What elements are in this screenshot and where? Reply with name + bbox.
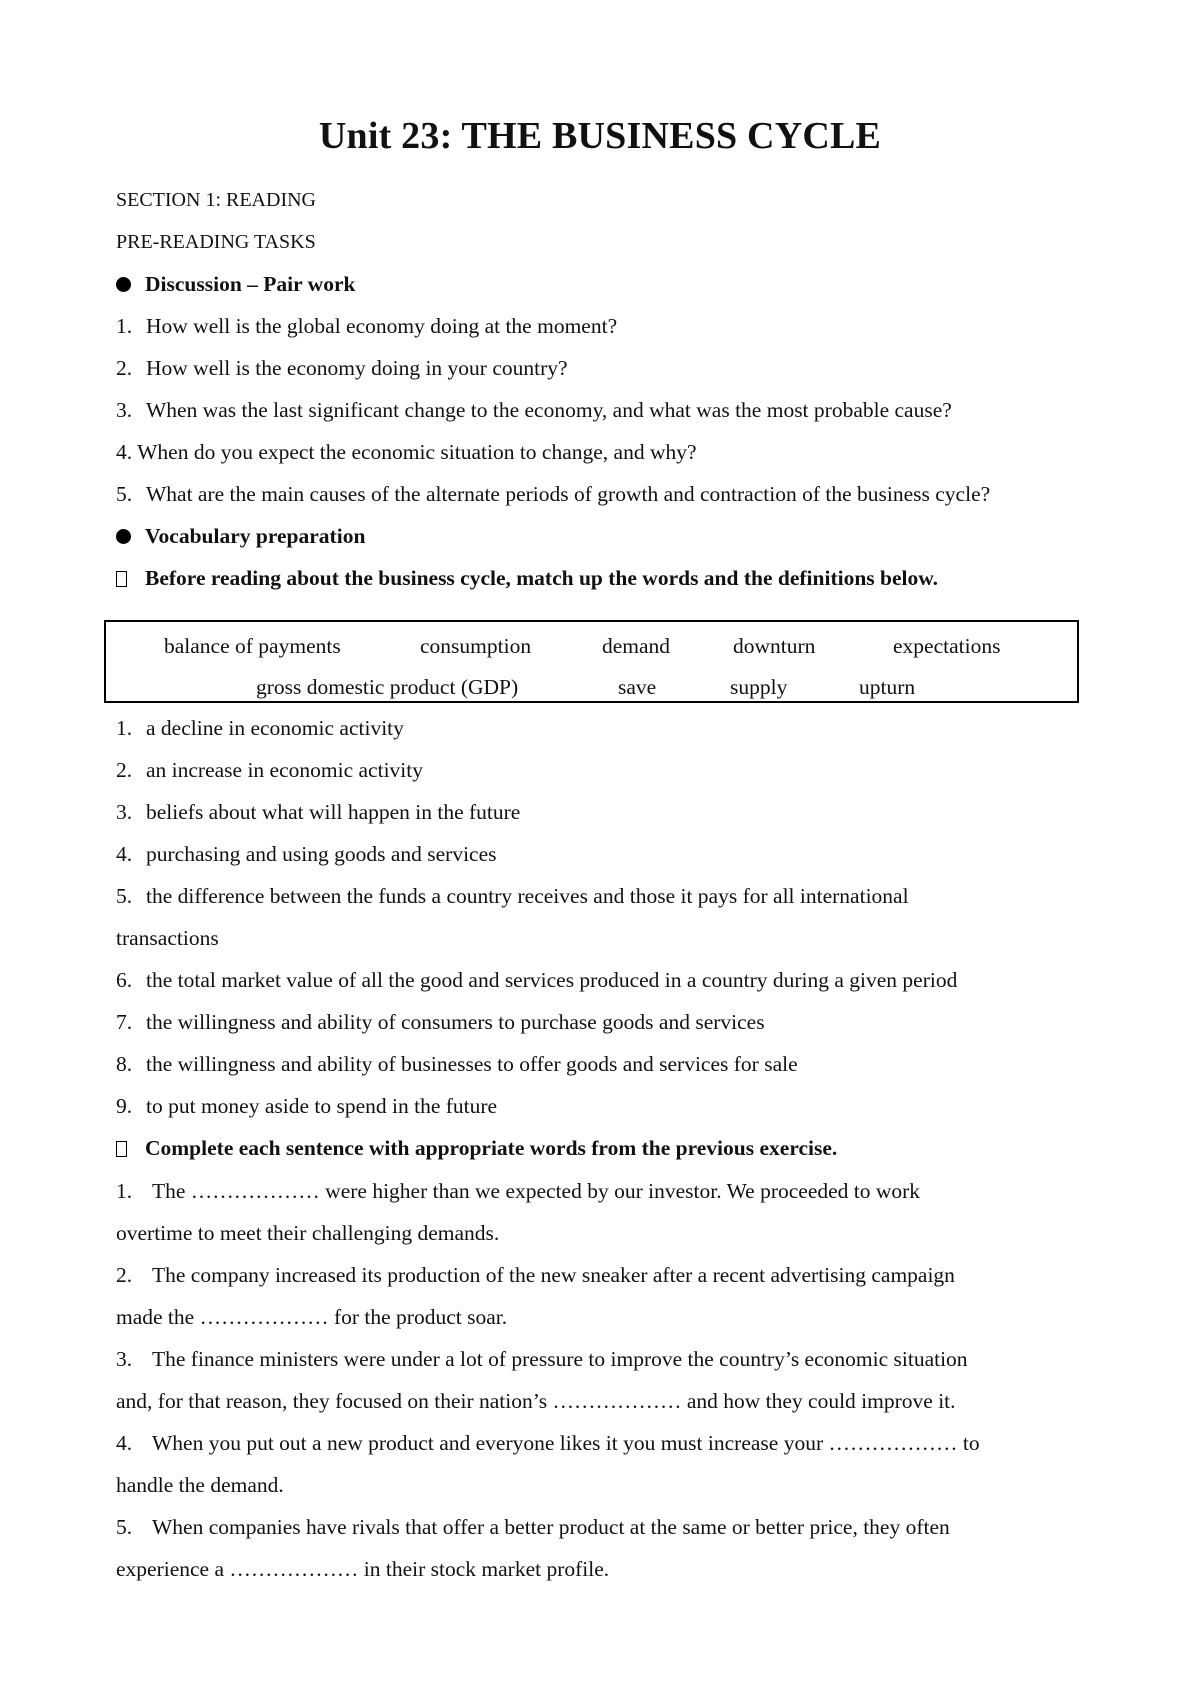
definition-number: 9. xyxy=(116,1094,133,1118)
word-bank-item: upturn xyxy=(859,675,916,699)
sentence-text: When companies have rivals that offer a better product at the same or better price, they often xyxy=(152,1515,950,1539)
question-number: 5. xyxy=(116,482,133,506)
sentence-item xyxy=(116,1513,950,1541)
word-bank xyxy=(104,620,1079,703)
word-bank-item: demand xyxy=(602,634,671,658)
complete-instruction-text: Complete each sentence with appropriate words from the previous exercise. xyxy=(145,1136,838,1160)
vocab-heading xyxy=(116,522,365,550)
discussion-question xyxy=(116,480,990,508)
vocab-instruction-text: Before reading about the business cycle, match up the words and the definitions below. xyxy=(145,566,938,590)
word-bank-item: balance of payments xyxy=(164,634,341,658)
definition-item xyxy=(116,1050,798,1078)
word-bank-item: save xyxy=(618,675,657,699)
definition-continuation: transactions xyxy=(116,926,219,950)
question-text: When do you expect the economic situation to change, and why? xyxy=(137,440,697,464)
sentence-text: The finance ministers were under a lot of pressure to improve the country’s economic situation xyxy=(152,1347,968,1371)
checkbox-icon xyxy=(116,1141,127,1157)
definition-text: a decline in economic activity xyxy=(146,716,404,740)
definition-number: 5. xyxy=(116,884,133,908)
sentence-number: 5. xyxy=(116,1515,133,1539)
sentence-continuation: handle the demand. xyxy=(116,1473,284,1497)
subsection-heading: PRE-READING TASKS xyxy=(116,231,316,253)
complete-instruction xyxy=(116,1134,837,1162)
sentence-number: 3. xyxy=(116,1347,133,1371)
sentence-continuation: overtime to meet their challenging demands. xyxy=(116,1221,500,1245)
definition-number: 4. xyxy=(116,842,133,866)
vocab-instruction xyxy=(116,564,938,592)
definition-text: an increase in economic activity xyxy=(146,758,423,782)
section-heading: SECTION 1: READING xyxy=(116,189,316,211)
sentence-text: The ……………… were higher than we expected by our investor. We proceeded to work xyxy=(152,1179,921,1203)
bullet-icon xyxy=(116,277,131,292)
sentence-continuation: experience a ……………… in their stock market profile. xyxy=(116,1557,610,1581)
discussion-question xyxy=(116,396,952,424)
checkbox-icon xyxy=(116,571,127,587)
definition-text: to put money aside to spend in the future xyxy=(146,1094,498,1118)
definition-number: 1. xyxy=(116,716,133,740)
definition-item xyxy=(116,1092,497,1120)
question-text: How well is the economy doing in your country? xyxy=(146,356,568,380)
question-text: When was the last significant change to the economy, and what was the most probable cause? xyxy=(146,398,952,422)
definition-text: beliefs about what will happen in the future xyxy=(146,800,521,824)
bullet-icon xyxy=(116,529,131,544)
definition-text: the willingness and ability of consumers to purchase goods and services xyxy=(146,1010,765,1034)
sentence-continuation: made the ……………… for the product soar. xyxy=(116,1305,508,1329)
definition-item xyxy=(116,966,957,994)
word-bank-item: consumption xyxy=(420,634,532,658)
question-text: How well is the global economy doing at the moment? xyxy=(146,314,618,338)
word-bank-item: supply xyxy=(730,675,788,699)
word-bank-item: expectations xyxy=(893,634,1001,658)
sentence-item xyxy=(116,1177,920,1205)
vocab-heading-text: Vocabulary preparation xyxy=(145,524,366,548)
sentence-number: 1. xyxy=(116,1179,133,1203)
definition-item xyxy=(116,798,520,826)
sentence-number: 4. xyxy=(116,1431,133,1455)
question-number: 3. xyxy=(116,398,133,422)
word-bank-item: downturn xyxy=(733,634,816,658)
discussion-question xyxy=(116,312,617,340)
definition-item xyxy=(116,714,404,742)
question-number: 1. xyxy=(116,314,133,338)
word-bank-item: gross domestic product (GDP) xyxy=(256,675,519,699)
sentence-item xyxy=(116,1429,980,1457)
discussion-heading xyxy=(116,270,355,298)
definition-item xyxy=(116,1008,765,1036)
definition-text: purchasing and using goods and services xyxy=(146,842,497,866)
sentence-item xyxy=(116,1345,968,1373)
definition-item xyxy=(116,756,423,784)
sentence-item xyxy=(116,1261,955,1289)
sentence-continuation: and, for that reason, they focused on their nation’s ……………… and how they could improve it. xyxy=(116,1389,956,1413)
sentence-text: The company increased its production of the new sneaker after a recent advertising campaign xyxy=(152,1263,955,1287)
definition-number: 8. xyxy=(116,1052,133,1076)
definition-item xyxy=(116,840,497,868)
definition-text: the total market value of all the good and services produced in a country during a given period xyxy=(146,968,958,992)
definition-number: 3. xyxy=(116,800,133,824)
question-number: 2. xyxy=(116,356,133,380)
definition-text: the willingness and ability of businesses to offer goods and services for sale xyxy=(146,1052,798,1076)
question-text: What are the main causes of the alternate periods of growth and contraction of the business cycle? xyxy=(146,482,991,506)
page-title: Unit 23: THE BUSINESS CYCLE xyxy=(318,115,882,157)
discussion-heading-text: Discussion – Pair work xyxy=(145,272,356,296)
question-number: 4. xyxy=(116,440,133,464)
definition-number: 6. xyxy=(116,968,133,992)
sentence-text: When you put out a new product and everyone likes it you must increase your ……………… to xyxy=(152,1431,980,1455)
definition-number: 2. xyxy=(116,758,133,782)
definition-text: the difference between the funds a country receives and those it pays for all international xyxy=(146,884,909,908)
sentence-number: 2. xyxy=(116,1263,133,1287)
discussion-question xyxy=(116,438,697,466)
definition-item xyxy=(116,882,909,910)
definition-number: 7. xyxy=(116,1010,133,1034)
discussion-question xyxy=(116,354,568,382)
